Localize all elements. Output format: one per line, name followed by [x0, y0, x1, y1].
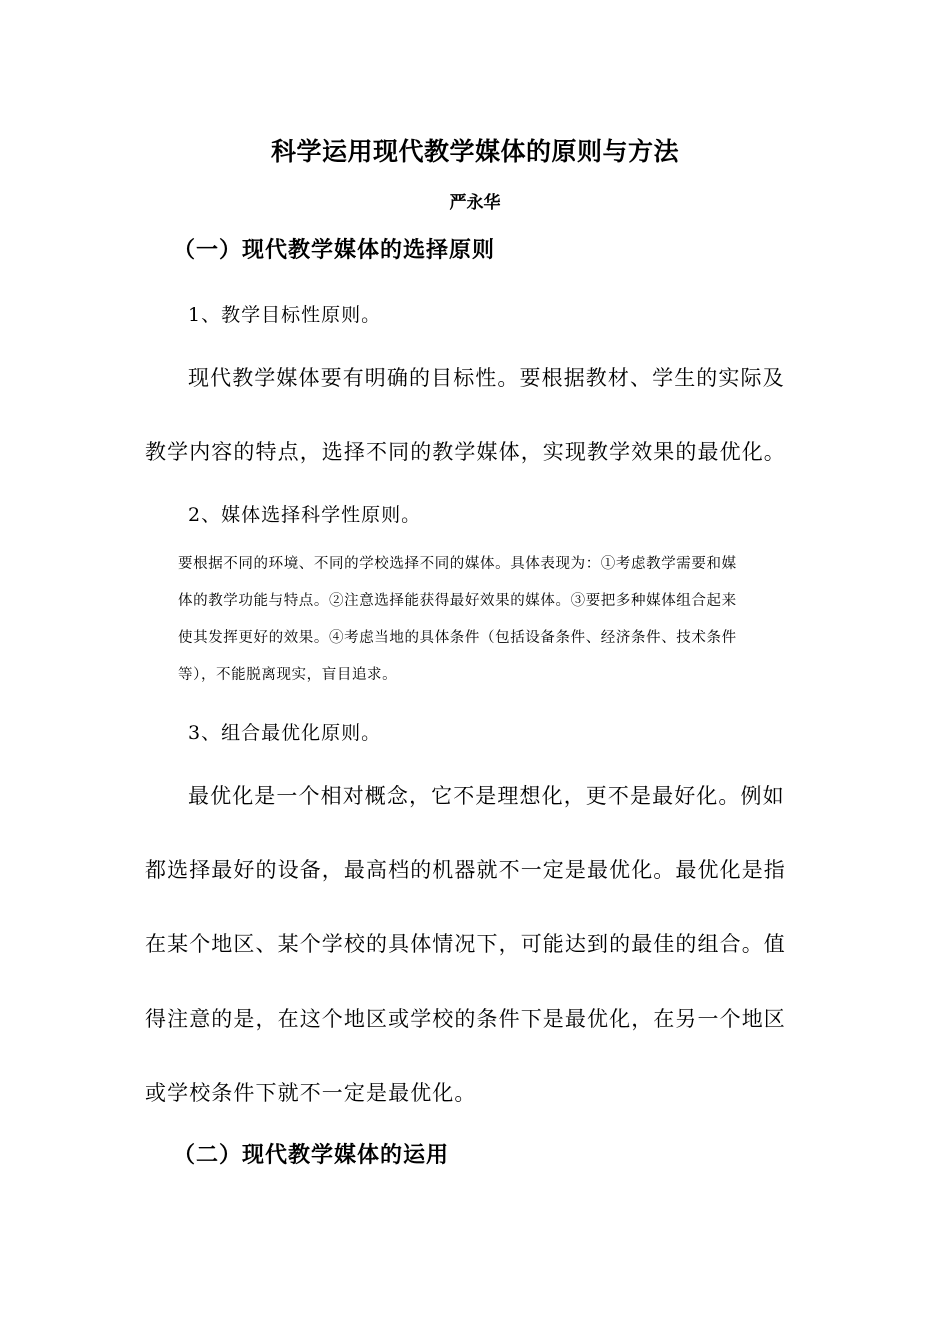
paragraph-line: 体的教学功能与特点。②注意选择能获得最好效果的媒体。③要把多种媒体组合起来: [178, 593, 737, 609]
section-heading-media-use: （二）现代教学媒体的运用: [173, 1143, 450, 1168]
principle-heading-goal: 1、教学目标性原则。: [188, 304, 382, 326]
principle-heading-optimization: 3、组合最优化原则。: [188, 722, 382, 744]
paragraph-line: 教学内容的特点，选择不同的教学媒体，实现教学效果的最优化。: [145, 440, 786, 464]
author-name: 严永华: [449, 193, 501, 213]
principle-heading-scientific: 2、媒体选择科学性原则。: [188, 504, 422, 526]
paragraph-line: 都选择最好的设备，最高档的机器就不一定是最优化。最优化是指: [145, 858, 786, 882]
section-heading-selection-principles: （一）现代教学媒体的选择原则: [173, 238, 496, 263]
document-title: 科学运用现代教学媒体的原则与方法: [270, 137, 679, 166]
paragraph-line: 在某个地区、某个学校的具体情况下，可能达到的最佳的组合。值: [145, 932, 786, 956]
paragraph-line: 要根据不同的环境、不同的学校选择不同的媒体。具体表现为：①考虑教学需要和媒: [178, 556, 737, 572]
paragraph-line: 或学校条件下就不一定是最优化。: [145, 1081, 477, 1105]
paragraph-line: 等），不能脱离现实，盲目追求。: [178, 667, 398, 683]
paragraph-line: 使其发挥更好的效果。④考虑当地的具体条件（包括设备条件、经济条件、技术条件: [178, 630, 737, 646]
paragraph-line: 得注意的是，在这个地区或学校的条件下是最优化，在另一个地区: [145, 1007, 786, 1031]
paragraph-line: 最优化是一个相对概念，它不是理想化，更不是最好化。例如: [188, 784, 785, 808]
paragraph-line: 现代教学媒体要有明确的目标性。要根据教材、学生的实际及: [188, 366, 785, 390]
